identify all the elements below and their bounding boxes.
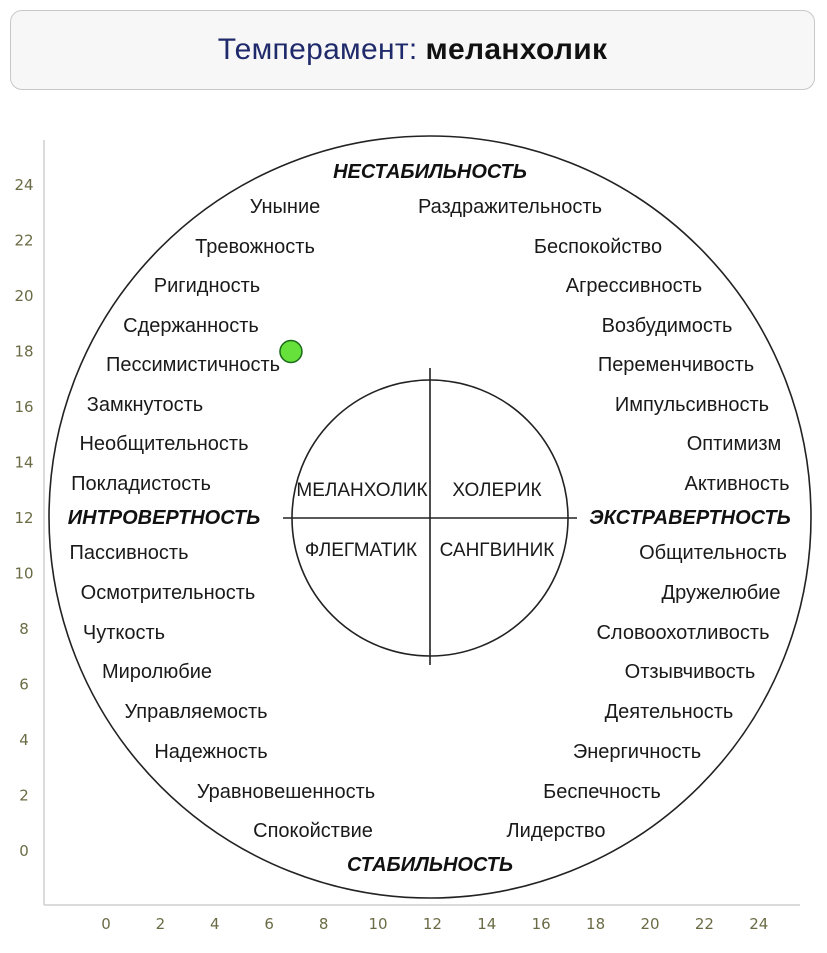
trait-label: Деятельность bbox=[604, 701, 734, 723]
trait-label: Беспокойство bbox=[533, 236, 663, 258]
trait-label: Управляемость bbox=[124, 701, 268, 723]
y-tick-label: 18 bbox=[14, 342, 34, 361]
x-tick-label: 0 bbox=[101, 915, 111, 933]
quadrant-choleric: ХОЛЕРИК bbox=[452, 480, 542, 501]
x-tick-label: 6 bbox=[264, 915, 274, 933]
y-tick-label: 24 bbox=[14, 176, 34, 194]
trait-label: Раздражительность bbox=[417, 196, 603, 218]
x-tick-label: 16 bbox=[531, 915, 551, 933]
y-tick-label: 0 bbox=[19, 842, 29, 860]
temperament-value: меланхолик bbox=[425, 33, 608, 66]
trait-label: Беспечность bbox=[543, 781, 661, 803]
y-tick-label: 2 bbox=[19, 786, 29, 805]
trait-label: Пессимистичность bbox=[105, 354, 281, 376]
y-tick-label: 22 bbox=[14, 231, 34, 250]
trait-label: Лидерство bbox=[506, 820, 606, 842]
quadrant-melancholic: МЕЛАНХОЛИК bbox=[296, 480, 428, 501]
x-tick-label: 14 bbox=[477, 915, 497, 933]
x-tick-label: 10 bbox=[368, 915, 388, 933]
trait-label: Тревожность bbox=[195, 236, 315, 258]
trait-label: Уравновешенность bbox=[196, 781, 376, 803]
trait-label: Словоохотливость bbox=[596, 622, 770, 644]
y-tick-label: 16 bbox=[14, 398, 34, 416]
trait-label: Пассивность bbox=[69, 542, 189, 564]
x-tick-label: 4 bbox=[210, 915, 220, 933]
x-tick-label: 12 bbox=[422, 915, 442, 933]
temperament-label: Темперамент: bbox=[217, 33, 418, 66]
y-tick-label: 10 bbox=[14, 564, 34, 583]
y-tick-label: 4 bbox=[19, 731, 29, 749]
trait-label: Переменчивость bbox=[597, 354, 755, 376]
x-tick-label: 22 bbox=[694, 915, 714, 933]
y-tick-label: 14 bbox=[14, 453, 34, 472]
pole-top: НЕСТАБИЛЬНОСТЬ bbox=[333, 161, 527, 183]
x-tick-label: 18 bbox=[586, 915, 606, 933]
trait-label: Спокойствие bbox=[253, 820, 373, 842]
quadrant-phlegmatic: ФЛЕГМАТИК bbox=[304, 540, 418, 561]
trait-label: Замкнутость bbox=[86, 394, 204, 416]
trait-label: Дружелюбие bbox=[661, 582, 781, 604]
y-tick-label: 12 bbox=[14, 509, 34, 527]
quadrant-sanguine: САНГВИНИК bbox=[439, 540, 555, 561]
trait-label: Возбудимость bbox=[601, 315, 733, 337]
trait-label: Покладистость bbox=[71, 473, 211, 495]
trait-label: Сдержанность bbox=[123, 315, 259, 337]
trait-label: Оптимизм bbox=[686, 433, 782, 455]
pole-left: ИНТРОВЕРТНОСТЬ bbox=[67, 507, 261, 529]
trait-label: Необщительность bbox=[79, 433, 249, 455]
trait-label: Общительность bbox=[639, 542, 787, 564]
temperament-marker bbox=[280, 341, 302, 363]
trait-label: Активность bbox=[684, 473, 790, 495]
trait-label: Энергичность bbox=[572, 741, 702, 763]
trait-label: Отзывчивость bbox=[624, 661, 756, 683]
x-tick-label: 20 bbox=[640, 915, 660, 933]
trait-label: Ригидность bbox=[153, 275, 261, 297]
y-tick-label: 6 bbox=[19, 675, 29, 694]
trait-label: Миролюбие bbox=[101, 661, 213, 683]
pole-bottom: СТАБИЛЬНОСТЬ bbox=[346, 854, 514, 876]
x-tick-label: 8 bbox=[318, 915, 329, 933]
trait-label: Уныние bbox=[249, 196, 321, 218]
trait-label: Осмотрительность bbox=[80, 582, 256, 604]
trait-label: Агрессивность bbox=[565, 275, 703, 297]
y-tick-label: 8 bbox=[19, 620, 29, 638]
x-tick-label: 24 bbox=[749, 915, 769, 933]
x-tick-label: 2 bbox=[155, 915, 166, 933]
pole-right: ЭКСТРАВЕРТНОСТЬ bbox=[589, 507, 791, 529]
y-tick-label: 20 bbox=[14, 287, 34, 305]
trait-label: Надежность bbox=[154, 741, 268, 763]
trait-label: Чуткость bbox=[82, 622, 166, 644]
trait-label: Импульсивность bbox=[614, 394, 770, 416]
